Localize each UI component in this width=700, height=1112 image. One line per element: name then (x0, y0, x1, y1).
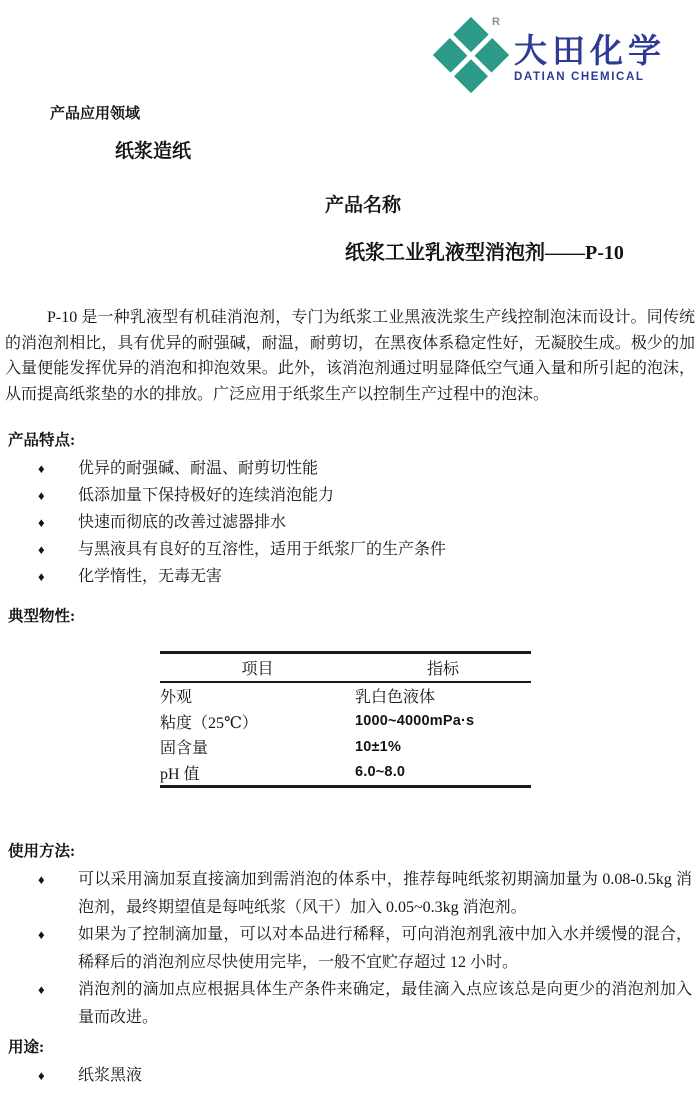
diamond-bullet-icon: ♦ (38, 461, 45, 476)
property-row (160, 734, 531, 760)
diamond-bullet-icon: ♦ (38, 488, 45, 503)
properties-table-header-row (160, 653, 531, 683)
column-header-item: 项目 (241, 661, 274, 678)
bullet-item-text: 与黑液具有良好的互溶性，适用于纸浆厂的生产条件 (78, 541, 447, 558)
bullet-item-text: 优异的耐强碱、耐温、耐剪切性能 (78, 460, 319, 477)
company-logo (430, 14, 666, 98)
bullet-item (38, 482, 692, 509)
logo-diamond-shape (433, 17, 509, 93)
bullet-item (38, 921, 692, 976)
properties-table-body (160, 682, 531, 787)
bullet-item (38, 866, 692, 921)
brand-name-english: DATIAN CHEMICAL (514, 71, 645, 83)
property-name-cell: pH 值 (160, 765, 200, 783)
property-value-cell: 10±1% (355, 738, 402, 755)
section-heading-features: 产品特点: (8, 432, 76, 449)
property-value-cell: 1000~4000mPa·s (355, 713, 475, 730)
usage-list (0, 866, 700, 1031)
logo-diamond-icon (430, 14, 512, 98)
property-row (160, 709, 531, 735)
column-header-spec: 指标 (426, 661, 459, 678)
property-value-cell: 乳白色液体 (355, 689, 436, 707)
brand-text-block (514, 14, 666, 83)
bullet-item-text: 快速而彻底的改善过滤器排水 (78, 514, 287, 531)
bullet-item-text: 纸浆黑液 (78, 1067, 143, 1084)
property-name-cell: 外观 (160, 689, 193, 707)
properties-table (160, 651, 531, 788)
property-name-cell: 固含量 (160, 740, 209, 758)
bullet-item (38, 455, 692, 482)
bullet-item (38, 536, 692, 563)
bullet-item-text: 化学惰性，无毒无害 (78, 568, 223, 585)
section-heading-properties: 典型物性: (8, 608, 76, 625)
brand-name-chinese: 大田化学 (514, 32, 666, 69)
property-row (160, 682, 531, 709)
application-field-label: 产品应用领域 (50, 106, 141, 122)
diamond-bullet-icon: ♦ (38, 982, 45, 997)
bullet-item (38, 509, 692, 536)
diamond-bullet-icon: ♦ (38, 515, 45, 530)
diamond-bullet-icon: ♦ (38, 569, 45, 584)
bullet-item (38, 1062, 692, 1089)
section-heading-usage: 使用方法: (8, 843, 76, 860)
bullet-item-text: 消泡剂的滴加点应根据具体生产条件来确定，最佳滴入点应该总是向更少的消泡剂加入量而改进。 (78, 981, 692, 1026)
diamond-bullet-icon: ♦ (38, 542, 45, 557)
product-intro-paragraph: P-10 是一种乳液型有机硅消泡剂，专门为纸浆工业黑液洗浆生产线控制泡沫而设计。同传统的消泡剂相比，具有优异的耐强碱，耐温，耐剪切，在黑夜体系稳定性好，无凝胶生成。极少的加入量便能发挥优异的消泡和抑泡效果。此外，该消泡剂通过明显降低空气通入量和所引起的泡沫，从而提高纸浆垫的水的排放。广泛应用于纸浆生产以控制生产过程中的泡沫。 (5, 309, 695, 403)
bullet-item (38, 976, 692, 1031)
section-heading-applications: 用途: (8, 1039, 45, 1056)
diamond-bullet-icon: ♦ (38, 927, 45, 942)
bullet-item-text: 低添加量下保持极好的连续消泡能力 (78, 487, 335, 504)
bullet-item-text: 可以采用滴加泵直接滴加到需消泡的体系中，推荐每吨纸浆初期滴加量为 0.08-0.5kg 消泡剂，最终期望值是每吨纸浆（风干）加入 0.05~0.3kg 消泡剂。 (78, 871, 692, 916)
product-name-label: 产品名称 (325, 195, 402, 216)
property-value-cell: 6.0~8.0 (355, 764, 406, 781)
bullet-item-text: 如果为了控制滴加量，可以对本品进行稀释，可向消泡剂乳液中加入水并缓慢的混合，稀释后的消泡剂应尽快使用完毕，一般不宜贮存超过 12 小时。 (78, 926, 692, 971)
bullet-item (38, 563, 692, 590)
applications-list (0, 1062, 700, 1089)
property-name-cell: 粘度（25℃） (160, 714, 258, 732)
product-title: 纸浆工业乳液型消泡剂——P-10 (345, 242, 624, 264)
registered-trademark-mark: R (492, 16, 500, 28)
features-list (0, 455, 700, 590)
application-field-value: 纸浆造纸 (115, 141, 192, 162)
diamond-bullet-icon: ♦ (38, 872, 45, 887)
property-row (160, 760, 531, 787)
diamond-bullet-icon: ♦ (38, 1068, 45, 1083)
